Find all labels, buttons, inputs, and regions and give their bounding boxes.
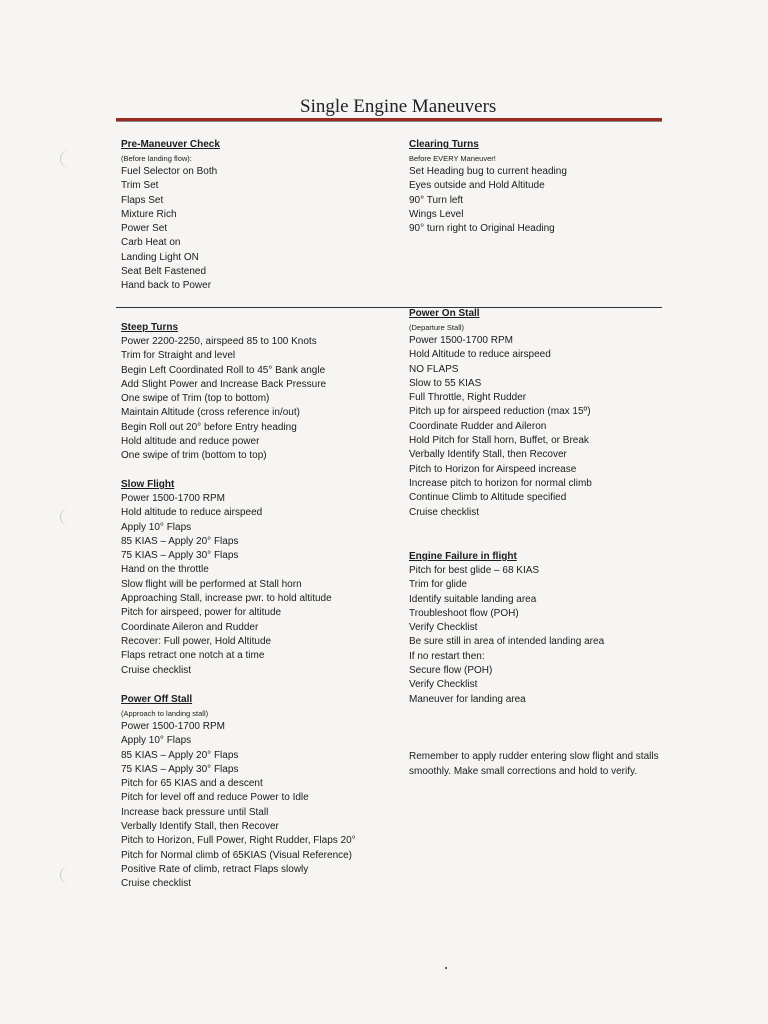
section-engine-failure (409, 550, 679, 707)
checklist-item: Seat Belt Fastened (121, 266, 207, 278)
checklist-item: Mixture Rich (121, 208, 177, 220)
checklist-item: 75 KIAS – Apply 30° Flaps (121, 550, 239, 562)
checklist-item: Flaps Set (121, 194, 164, 206)
checklist-item: Pitch to Horizon, Full Power, Right Rudder, Flaps 20° (121, 835, 356, 847)
checklist-item: Pitch for level off and reduce Power to Idle (121, 792, 309, 804)
reminder-note: Remember to apply rudder entering slow flight and stalls smoothly. Make small corrections and hold to verify. (409, 751, 659, 777)
section-slow-flight (121, 478, 391, 678)
checklist-item: Verify Checklist (409, 622, 478, 634)
checklist-item: Recover: Full power, Hold Altitude (121, 635, 272, 647)
checklist-item: Apply 10° Flaps (121, 521, 192, 533)
section-subheading: (Departure Stall) (409, 323, 465, 332)
checklist-item: Full Throttle, Right Rudder (409, 392, 527, 404)
checklist-item: Slow flight will be performed at Stall horn (121, 578, 302, 590)
checklist-item: 85 KIAS – Apply 20° Flaps (121, 535, 239, 547)
checklist-item: 75 KIAS – Apply 30° Flaps (121, 763, 239, 775)
checklist-item: Pitch up for airspeed reduction (max 15º) (409, 406, 591, 418)
checklist-item: Wings Level (409, 208, 464, 220)
checklist-item: 85 KIAS – Apply 20° Flaps (121, 749, 239, 761)
checklist-item: Identify suitable landing area (409, 593, 537, 605)
section-heading: Clearing Turns (409, 139, 479, 150)
checklist-item: Coordinate Aileron and Rudder (121, 621, 259, 633)
checklist-item: Cruise checklist (121, 878, 192, 890)
checklist-item: Power 1500-1700 RPM (409, 335, 513, 346)
section-steep-turns (121, 321, 391, 464)
checklist-item: Cruise checklist (409, 506, 480, 518)
checklist-item: Fuel Selector on Both (121, 166, 218, 177)
section-heading: Pre-Maneuver Check (121, 139, 220, 150)
checklist-item: Trim Set (121, 180, 159, 192)
checklist-item: Trim for Straight and level (121, 350, 236, 362)
section-power-off-stall (121, 693, 391, 892)
checklist-item: One swipe of trim (bottom to top) (121, 450, 267, 462)
checklist-item: Cruise checklist (121, 664, 192, 676)
checklist-item: Increase back pressure until Stall (121, 806, 269, 818)
page-title: Single Engine Maneuvers (300, 96, 497, 117)
checklist-item: Trim for glide (409, 579, 467, 591)
checklist-item: Hold altitude to reduce airspeed (121, 507, 263, 519)
checklist-item: If no restart then: (409, 650, 485, 662)
section-pre-maneuver-check (121, 138, 391, 294)
hole-punch-mark (60, 866, 79, 884)
checklist-item: Begin Left Coordinated Roll to 45° Bank angle (121, 364, 326, 376)
section-heading: Power Off Stall (121, 694, 193, 705)
checklist-item: Pitch for airspeed, power for altitude (121, 607, 282, 619)
section-reminder (409, 750, 679, 779)
checklist-item: Apply 10° Flaps (121, 735, 192, 747)
checklist-item: Pitch for 65 KIAS and a descent (121, 778, 263, 790)
checklist-item: Verbally Identify Stall, then Recover (409, 449, 567, 461)
checklist-item: 90° Turn left (409, 194, 464, 206)
checklist-item: Be sure still in area of intended landing area (409, 636, 605, 648)
checklist-item: Add Slight Power and Increase Back Pressure (121, 378, 327, 390)
checklist-item: Maneuver for landing area (409, 693, 526, 705)
checklist-item: Set Heading bug to current heading (409, 166, 567, 177)
checklist-item: Hold altitude and reduce power (121, 436, 260, 448)
checklist-item: Eyes outside and Hold Altitude (409, 180, 545, 192)
checklist-item: Hand on the throttle (121, 564, 209, 576)
hole-punch-mark (60, 508, 79, 526)
checklist-item: Pitch to Horizon for Airspeed increase (409, 463, 577, 475)
section-heading: Steep Turns (121, 322, 179, 333)
checklist-item: Coordinate Rudder and Aileron (409, 420, 547, 432)
checklist-item: Troubleshoot flow (POH) (409, 607, 519, 619)
checklist-item: Secure flow (POH) (409, 665, 493, 677)
section-subheading: (Before landing flow): (121, 154, 192, 163)
checklist-item: Hand back to Power (121, 280, 212, 292)
checklist-item: Maintain Altitude (cross reference in/out) (121, 407, 300, 419)
checklist-item: Pitch for Normal climb of 65KIAS (Visual Reference) (121, 849, 353, 861)
checklist-item: Power 2200-2250, airspeed 85 to 100 Knots (121, 336, 317, 347)
title-rule-shadow (116, 121, 662, 122)
scan-speck (445, 967, 447, 969)
checklist-item: Begin Roll out 20° before Entry heading (121, 421, 297, 433)
checklist-item: Landing Light ON (121, 251, 199, 263)
checklist-item: Verbally Identify Stall, then Recover (121, 821, 279, 833)
section-subheading: (Approach to landing stall) (121, 709, 209, 718)
checklist-item: Flaps retract one notch at a time (121, 650, 265, 662)
section-subheading: Before EVERY Maneuver! (409, 154, 496, 163)
checklist-item: Slow to 55 KIAS (409, 377, 482, 389)
section-power-on-stall (409, 307, 679, 520)
checklist-item: Verify Checklist (409, 679, 478, 691)
checklist-item: Approaching Stall, increase pwr. to hold altitude (121, 593, 332, 605)
section-heading: Power On Stall (409, 308, 480, 319)
section-clearing-turns (409, 138, 679, 236)
checklist-item: Hold Pitch for Stall horn, Buffet, or Break (409, 435, 589, 447)
checklist-item: Power Set (121, 223, 168, 235)
checklist-item: One swipe of Trim (top to bottom) (121, 393, 270, 405)
checklist-item: Increase pitch to horizon for normal climb (409, 477, 592, 489)
checklist-item: Hold Altitude to reduce airspeed (409, 349, 551, 361)
checklist-item: Carb Heat on (121, 237, 181, 249)
section-heading: Slow Flight (121, 479, 175, 490)
section-heading: Engine Failure in flight (409, 551, 517, 562)
checklist-item: Continue Climb to Altitude specified (409, 492, 567, 504)
checklist-item: Power 1500-1700 RPM (121, 493, 225, 504)
checklist-item: NO FLAPS (409, 363, 459, 375)
checklist-item: 90° turn right to Original Heading (409, 223, 555, 235)
checklist-item: Positive Rate of climb, retract Flaps slowly (121, 863, 309, 875)
checklist-item: Power 1500-1700 RPM (121, 721, 225, 732)
hole-punch-mark (60, 150, 79, 168)
checklist-item: Pitch for best glide – 68 KIAS (409, 565, 540, 576)
